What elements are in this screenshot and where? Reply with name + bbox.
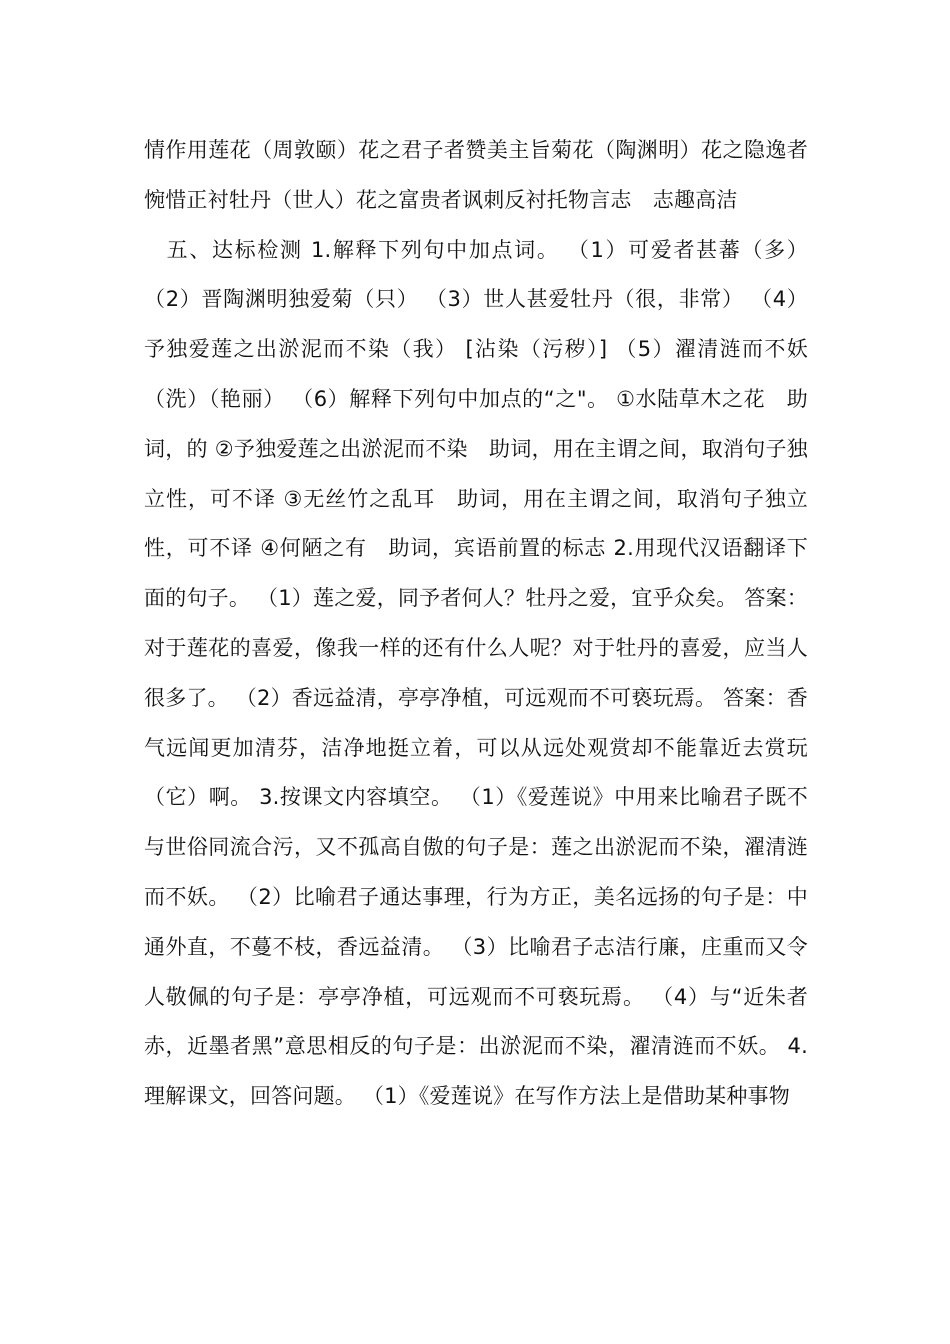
paragraph-exercises: 五、达标检测 1.解释下列句中加点词。 （1）可爱者甚蕃（多） （2）晋陶渊明独爱菊（只） （3）世人甚爱牡丹（很，非常） （4）予独爱莲之出淤泥而不染（我） [沾染（污秽）] （5）濯清涟而不妖（洗）（艳丽） （6）解释下列句中加点的“之"。 ①水陆草木之花 助词，的 ②予独爱莲之出淤泥而不染 助词，用在主谓之间，取消句子独立性，可不译 ③无丝竹之乱耳 助词，用在主谓之间，取消句子独立性，可不译 ④何陋之有 助词，宾语前置的标志 2.用现代汉语翻译下面的句子。 （1）莲之爱，同予者何人？牡丹之爱，宜乎众矣。 答案：对于莲花的喜爱，像我一样的还有什么人呢？对于牡丹的喜爱，应当人很多了。 （2）香远益清，亭亭净植，可远观而不可亵玩焉。 答案：香气远闻更加清芬，洁净地挺立着，可以从远处观赏却不能靠近去赏玩（它）啊。 3.按课文内容填空。 （1）《爱莲说》中用来比喻君子既不与世俗同流合污，又不孤高自傲的句子是：莲之出淤泥而不染，濯清涟而不妖。 （2）比喻君子通达事理，行为方正，美名远扬的句子是：中通外直，不蔓不枝，香远益清。 （3）比喻君子志洁行廉，庄重而又令人敬佩的句子是：亭亭净植，可远观而不可亵玩焉。 （4）与“近朱者赤，近墨者黑”意思相反的句子是：出淤泥而不染，濯清涟而不妖。 4.理解课文，回答问题。 （1）《爱莲说》在写作方法上是借助某种事物	[144, 237, 808, 1109]
paragraph-summary-table: 情作用莲花（周敦颐）花之君子者赞美主旨菊花（陶渊明）花之隐逸者惋惜正衬牡丹（世人）花之富贵者讽刺反衬托物言志 志趣高洁	[144, 138, 808, 212]
document-body	[144, 126, 808, 1122]
